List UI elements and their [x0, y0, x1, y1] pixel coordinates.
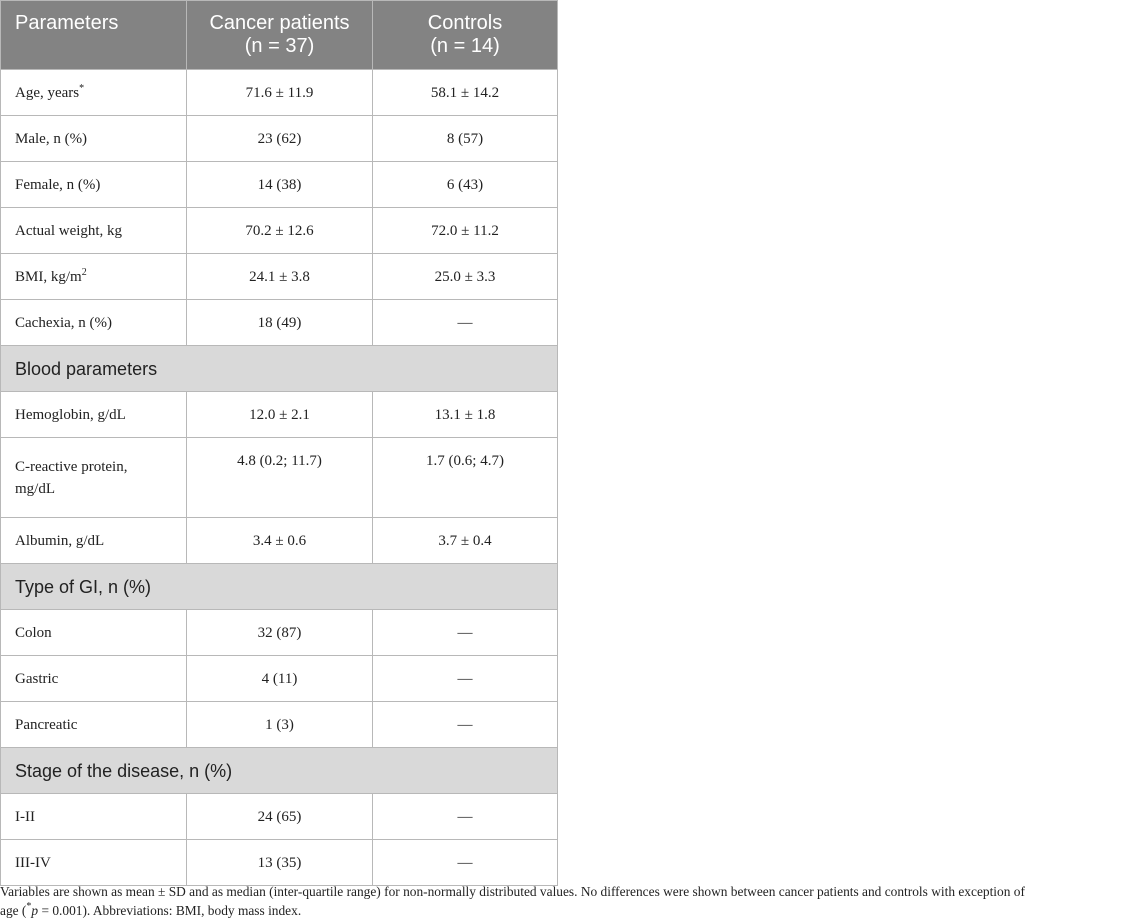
controls-value: 8 (57) [373, 116, 558, 162]
footnote-line-1: Variables are shown as mean ± SD and as median (inter-quartile range) for non-normally distributed values. No differences were shown between cancer patients and controls with exception of [0, 884, 1025, 899]
table-row [1, 70, 558, 116]
table-footnote [0, 882, 1145, 920]
controls-value: 3.7 ± 0.4 [373, 518, 558, 564]
table-row [1, 116, 558, 162]
controls-value: — [373, 702, 558, 748]
cancer-value: 12.0 ± 2.1 [187, 392, 373, 438]
header-cancer-patients: Cancer patients (n = 37) [187, 1, 373, 70]
section-header-row [1, 346, 558, 392]
table-row [1, 254, 558, 300]
header-parameters: Parameters [1, 1, 187, 70]
table-row [1, 518, 558, 564]
row-label: I-II [1, 794, 187, 840]
cancer-value: 71.6 ± 11.9 [187, 70, 373, 116]
row-label: Gastric [1, 656, 187, 702]
controls-value: 13.1 ± 1.8 [373, 392, 558, 438]
patient-characteristics-table [0, 0, 558, 886]
controls-value: 6 (43) [373, 162, 558, 208]
row-label: III-IV [1, 840, 187, 886]
cancer-value: 1 (3) [187, 702, 373, 748]
section-title-stage-of-disease: Stage of the disease, n (%) [1, 748, 558, 794]
controls-value: 1.7 (0.6; 4.7) [373, 438, 558, 518]
table-header-row [1, 1, 558, 70]
cancer-value: 32 (87) [187, 610, 373, 656]
controls-value: — [373, 610, 558, 656]
table-row [1, 656, 558, 702]
controls-value: 72.0 ± 11.2 [373, 208, 558, 254]
cancer-value: 14 (38) [187, 162, 373, 208]
cancer-value: 4 (11) [187, 656, 373, 702]
controls-value: — [373, 656, 558, 702]
cancer-value: 4.8 (0.2; 11.7) [187, 438, 373, 518]
row-label: Pancreatic [1, 702, 187, 748]
controls-value: 25.0 ± 3.3 [373, 254, 558, 300]
row-label: Male, n (%) [1, 116, 187, 162]
row-label: BMI, $kg/m^2$ [1, 254, 187, 300]
table-row [1, 610, 558, 656]
row-label: Age, years* [1, 70, 187, 116]
footnote-line-2: age (*p = 0.001). Abbreviations: BMI, body mass index. [0, 901, 302, 918]
table-row [1, 840, 558, 886]
table-row [1, 702, 558, 748]
row-label: Female, n (%) [1, 162, 187, 208]
table-row [1, 438, 558, 518]
row-label: C-reactive protein, mg/dL [1, 438, 187, 518]
row-label: Actual weight, kg [1, 208, 187, 254]
table-row [1, 208, 558, 254]
controls-value: — [373, 794, 558, 840]
table-row [1, 392, 558, 438]
table-row [1, 794, 558, 840]
table-row [1, 162, 558, 208]
cancer-value: 13 (35) [187, 840, 373, 886]
cancer-value: 24 (65) [187, 794, 373, 840]
row-label: Hemoglobin, g/dL [1, 392, 187, 438]
section-header-row [1, 748, 558, 794]
cancer-value: 3.4 ± 0.6 [187, 518, 373, 564]
section-title-blood-parameters: Blood parameters [1, 346, 558, 392]
controls-value: — [373, 840, 558, 886]
table-row [1, 300, 558, 346]
row-label: Albumin, g/dL [1, 518, 187, 564]
cancer-value: 70.2 ± 12.6 [187, 208, 373, 254]
controls-value: 58.1 ± 14.2 [373, 70, 558, 116]
section-header-row [1, 564, 558, 610]
section-title-type-of-gi: Type of GI, n (%) [1, 564, 558, 610]
header-controls: Controls (n = 14) [373, 1, 558, 70]
controls-value: — [373, 300, 558, 346]
cancer-value: 18 (49) [187, 300, 373, 346]
row-label: Colon [1, 610, 187, 656]
row-label: Cachexia, n (%) [1, 300, 187, 346]
cancer-value: 23 (62) [187, 116, 373, 162]
cancer-value: 24.1 ± 3.8 [187, 254, 373, 300]
